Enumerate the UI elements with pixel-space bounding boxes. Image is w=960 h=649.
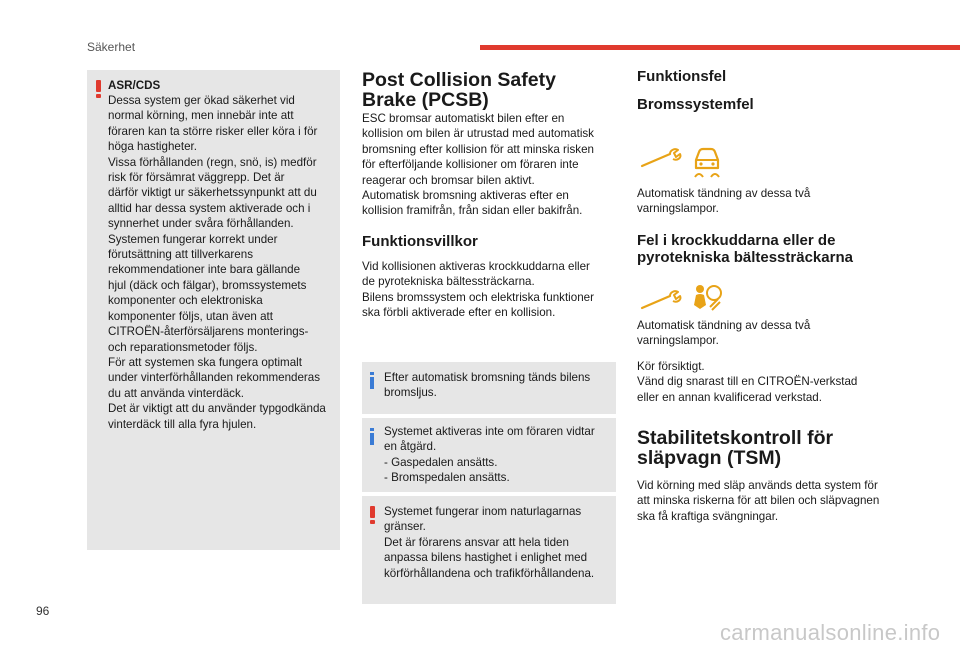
pcsb-intro: ESC bromsar automatiskt bilen efter en kollision om bilen är utrustad med automatisk bromsning efter kollision för att minska risken för efterföljande kollisioner om föraren inte reagerar och bromsar bilen aktivt. Automatisk bromsning aktiveras efter en kollision framifrån, från sidan eller bakifrån. xyxy=(362,112,594,218)
info-icon xyxy=(370,372,374,389)
wrench-icon xyxy=(640,290,684,310)
info-icon xyxy=(370,428,374,445)
conditions-text: Vid kollisionen aktiveras krockkuddarna eller de pyrotekniska bältessträckarna. Bilens bromssystem och elektriska funktioner ska förbli aktiverade efter en kollision. xyxy=(362,260,594,320)
page-number: 96 xyxy=(36,604,50,618)
asr-cds-title: ASR/CDS xyxy=(108,79,161,92)
brake-fault-title: Bromssystemfel xyxy=(637,96,754,113)
tsm-title: Stabilitetskontroll för släpvagn (TSM) xyxy=(637,427,834,469)
section-label: Säkerhet xyxy=(87,40,136,54)
wrench-icon xyxy=(640,148,684,168)
asr-cds-body: Dessa system ger ökad säkerhet vid normal körning, men innebär inte att föraren kan ta större risker eller köra i för höga hastigheter. Vissa förhållanden (regn, snö, is) medför risk för försämrat väggrepp. Det är därför viktigt ur säkerhetssynpunkt att du alltid har dessa system aktiverade och i synnerhet under svåra förhållanden. Systemen fungerar korrekt under förutsättning att tillverkarens rekommendationer inte bara gällande hjul (däck och fälgar), bromssystemets komponenter och elektroniska komponenter följs, utan även att CITROËN-återförsäljarens monterings- och reparationsmetoder följs. För att systemen ska fungera optimalt under vinterförhållanden rekommenderas du att använda vinterdäck. Det är viktigt att du använder typgodkända vinterdäck till alla fyra hjulen. xyxy=(108,94,326,431)
airbag-fault-advice: Kör försiktigt. Vänd dig snarast till en CITROËN-verkstad eller en annan kvalificerad verkstad. xyxy=(637,360,858,404)
info-note-brakelights xyxy=(362,362,616,414)
warning-note-limits xyxy=(362,496,616,604)
esc-skid-icon xyxy=(690,144,724,180)
pcsb-title: Post Collision Safety Brake (PCSB) xyxy=(362,69,556,111)
tsm-text: Vid körning med släp används detta system för att minska riskerna för att bilen och släpvagnen ska få kraftiga svängningar. xyxy=(637,479,880,523)
warning-exclamation-icon xyxy=(96,80,101,98)
watermark: carmanualsonline.info xyxy=(720,620,941,645)
airbag-fault-text: Automatisk tändning av dessa två varningslampor. xyxy=(637,319,811,348)
warning-note-limits-text: Systemet fungerar inom naturlagarnas gränser. Det är förarens ansvar att hela tiden anpassa bilens hastighet i enlighet med körförhållandena och trafikförhållandena. xyxy=(384,505,595,580)
warning-exclamation-icon xyxy=(370,506,375,524)
brake-fault-text: Automatisk tändning av dessa två varningslampor. xyxy=(637,187,811,216)
airbag-fault-title: Fel i krockkuddarna eller de pyrotekniska bältessträckarna xyxy=(637,232,853,266)
asr-cds-box xyxy=(87,70,340,550)
conditions-title: Funktionsvillkor xyxy=(362,233,478,250)
info-note-driver-action-text: Systemet aktiveras inte om föraren vidtar en åtgärd. - Gaspedalen ansätts. - Bromspedalen ansätts. xyxy=(384,425,595,485)
info-note-driver-action xyxy=(362,418,616,492)
section-accent-bar xyxy=(480,45,960,50)
info-note-brakelights-text: Efter automatisk bromsning tänds bilens bromsljus. xyxy=(384,371,591,400)
airbag-icon xyxy=(690,283,724,313)
fault-title: Funktionsfel xyxy=(637,68,727,85)
